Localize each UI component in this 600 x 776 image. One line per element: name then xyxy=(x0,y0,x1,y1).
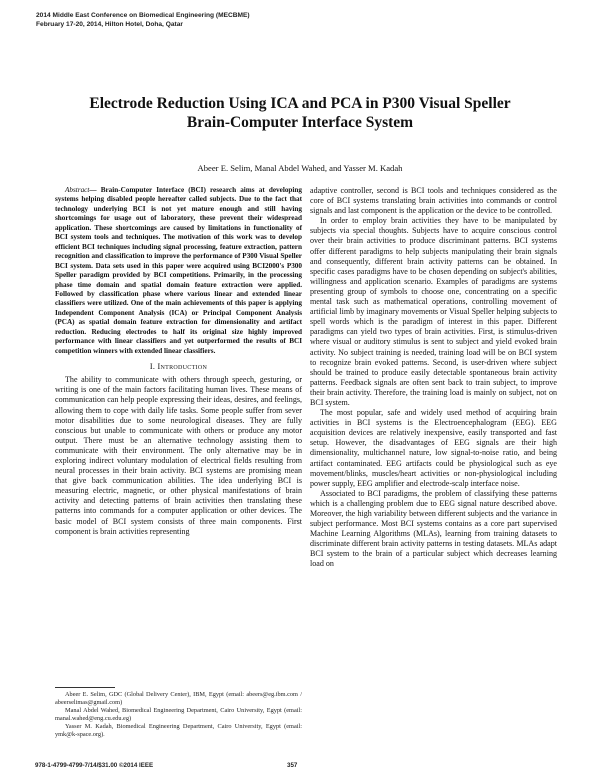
paragraph: Associated to BCI paradigms, the problem of classifying these patterns which is a challenging problem due to EEG signal nature described above. Moreover, the high variability between different subjects and the variance in subject performance. Most BCI systems contains as a core part supervised Machine Learning Algorithms (MLAs), learning from training datasets to discriminate different brain activity patterns in testing datasets. MLAs adapt BCI system to the brain of a particular subject which decreases learning load on xyxy=(310,488,557,569)
section-heading-introduction xyxy=(55,362,302,372)
left-column xyxy=(55,186,302,537)
paper-title xyxy=(40,95,560,132)
paragraph: The ability to communicate with others through speech, gesturing, or writing is one of the main factors facilitating human lives. These means of communication can help people expressing their ideas, desires, and feelings, allowing them to cope with daily life tasks. Some people suffer from sever motor disabilities due to some neurological diseases. They are fully conscious but unable to communicate with others or produce any motor output. There must be an alternative technology assisting them to communicate with their environment. The only alternative may be in exploring indirect voluntary modulation of electrical fields resulting from neural processes in their brain activity. BCI systems are promising mean that give back communication abilities. The idea underlying BCI is measuring electric, magnetic, or other physical manifestations of brain activity and detecting patterns of brain activities then translating these patterns into commands for a computer application or other devices. The basic model of BCI system consists of three main components. First component is brain activities representing xyxy=(55,375,302,536)
author-list: Abeer E. Selim, Manal Abdel Wahed, and Yasser M. Kadah xyxy=(197,163,403,173)
footnote: Yasser M. Kadah, Biomedical Engineering Department, Cairo University, Egypt (email: ymk@k-space.org). xyxy=(55,723,302,739)
abstract xyxy=(55,186,302,356)
conference-name: 2014 Middle East Conference on Biomedical Engineering (MECBME) xyxy=(36,12,250,19)
page-number: 357 xyxy=(287,762,298,769)
right-column xyxy=(310,186,557,570)
paragraph: In order to employ brain activities they have to be manipulated by subjects via special thoughts. Subjects have to acquire conscious control over their brain activities to produce discriminant patterns. BCI systems offer different paradigms to help subjects manipulating their brain signals and consequently, different brain activity patterns can be obtained. In specific cases paradigms have to be chosen depending on subject's abilities, willingness and application scenario. Examples of paradigms are systems presenting group of symbols to choose one, concentrating on a specific mental task such as mathematical operations, controlling movement of artificial limb by imaginary movements or Visual Speller helping subjects to spell words which is the paradigm of interest in this paper. Different paradigms can yield two types of brain activities. First, is stimulus-driven where visual or auditory stimulus is sent to subject and yield evoked brain activity. No subject training is needed, training load will be on BCI system to recognize brain evoked patterns. Second, is user-driven where subject should be trained to produce easily detectable spontaneous brain activity patterns. Feedback signals are often sent back to train subject, to improve their brain activity. Therefore, the training load is mainly on subject, not on BCI system. xyxy=(310,216,557,407)
abstract-label: Abstract xyxy=(65,186,90,194)
section-title: Introduction xyxy=(157,362,208,372)
paper-title-line2: Brain-Computer Interface System xyxy=(186,113,414,131)
abstract-text: — Brain-Computer Interface (BCI) research aims at developing systems helping disabled people hereafter called subjects. Due to the fact that technology underlying BCI is not yet mature enough and still having shortcomings for usage out of laboratory, these prevent their widespread application. These shortcomings are caused by limitations in functionality of BCI system tools and techniques. The motivation of this work was to develop efficient BCI techniques including signal processing, feature extraction, pattern recognition and classification to improve the performance of P300 Visual Speller BCI system. Data sets used in this paper were acquired using BCI2000's P300 Speller paradigm provided by BCI competitions. Primarily, in the processing phase time domain and spatial domain feature extraction were applied. Followed by classification phase where various linear and extended linear classifiers were utilized. One of the main achievements of this paper is applying Independent Component Analysis (ICA) or Principal Component Analysis (PCA) as spatial domain feature extraction for dimensionality and artifact reduction. Reducing electrodes to half its original size highly improved performance with linear classifiers and yet outperformed the results of BCI competition winners with extended linear classifiers. xyxy=(55,186,302,355)
paragraph: adaptive controller, second is BCI tools and techniques considered as the core of BCI systems translating brain activities into commands or control signals and last component is the application or the device to be controlled. xyxy=(310,186,557,216)
paper-title-line1: Electrode Reduction Using ICA and PCA in P300 Visual Speller xyxy=(89,95,511,112)
footnote: Abeer E. Selim, GDC (Global Delivery Center), IBM, Egypt (email: abeers@eg.ibm.com / abeerselimas@gmail.com) xyxy=(55,691,302,707)
paragraph: The most popular, safe and widely used method of acquiring brain activities in BCI systems is the Electroencephalogram (EEG). EEG acquisition devices are relatively inexpensive, easily transported and fast setup. However, the disadvantages of EEG signals are their high dimensionality, multichannel nature, low signal-to-noise ratio, and being artifact contaminated. EEG artifacts could be physiological such as eye movement/blinks, muscles/heart activities or non-physiological including power supply, EEG amplifier and electrode-scalp interface noise. xyxy=(310,408,557,488)
footnote: Manal Abdel Wahed, Biomedical Engineering Department, Cairo University, Egypt (email: manal.wahed@eng.cu.edu.eg) xyxy=(55,707,302,723)
isbn-copyright: 978-1-4799-4799-7/14/$31.00 ©2014 IEEE xyxy=(35,762,154,769)
footnote-divider xyxy=(55,687,115,688)
conference-date-location: February 17-20, 2014, Hilton Hotel, Doha, Qatar xyxy=(36,21,183,28)
author-footnotes xyxy=(55,691,302,740)
section-number: I. xyxy=(149,362,156,372)
conference-header xyxy=(36,11,456,29)
